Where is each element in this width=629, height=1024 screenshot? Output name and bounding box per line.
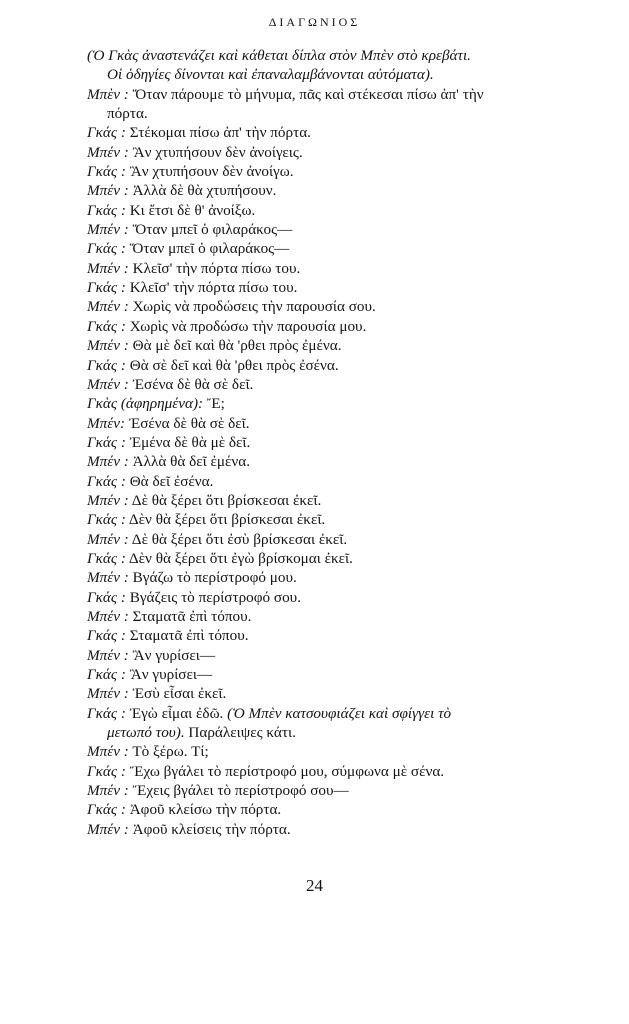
stage-direction: Οἱ ὁδηγίες δίνονται καὶ ἐπαναλαμβάνονται αὐτόματα). [107, 66, 434, 84]
line-text: Ἔχεις βγάλει τὸ περίστροφό σου— [128, 782, 349, 800]
line-text: Δὲ θὰ ξέρει ὅτι ἐσὺ βρίσκεσαι ἐκεῖ. [128, 530, 348, 548]
dialogue-line [87, 665, 617, 684]
line-text: Βγάζω τὸ περίστροφό μου. [128, 569, 297, 587]
dialogue-line [87, 220, 617, 239]
line-text: Ἂν γυρίσει— [125, 666, 213, 683]
line-text: Ἀλλὰ θὰ δεῖ ἐμένα. [128, 453, 251, 471]
speaker-name: Γκάς : [87, 317, 126, 335]
stage-direction: (Ὁ Μπὲν κατσουφιάζει καὶ σφίγγει τὸ [227, 704, 452, 722]
speaker-name: Γκάς : [87, 762, 126, 780]
dialogue-line [87, 626, 617, 645]
dialogue-line [87, 336, 617, 355]
dialogue-line [87, 278, 617, 297]
line-text: Χωρὶς νὰ προδώσω τὴν παρουσία μου. [125, 317, 367, 335]
dialogue-line [87, 239, 617, 258]
dialogue-line [87, 704, 617, 723]
dialogue-line [87, 491, 617, 510]
dialogue-line [87, 414, 617, 433]
speaker-name: Μπέν : [87, 782, 129, 800]
dialogue-line [87, 646, 617, 665]
dialogue-line [87, 297, 617, 316]
line-text: Θὰ μὲ δεῖ καὶ θὰ 'ρθει πρὸς ἐμένα. [128, 337, 342, 355]
speaker-name: Μπέν : [87, 453, 129, 471]
speaker-name: Μπέν : [87, 259, 129, 277]
speaker-name: Γκάς : [87, 801, 126, 819]
speaker-name: Μπέν : [87, 646, 129, 664]
speaker-name: Μπὲν : [87, 85, 129, 103]
speaker-name: Μπέν : [87, 182, 129, 200]
dialogue-line [87, 46, 617, 65]
speaker-name: Γκάς : [87, 666, 126, 683]
dialogue-line [87, 472, 617, 491]
speaker-name: Μπέν : [87, 530, 129, 548]
dialogue-line [87, 723, 617, 742]
speaker-name: Μπέν: [87, 414, 126, 432]
line-text: Κλεῖσ' τὴν πόρτα πίσω του. [128, 259, 301, 277]
dialogue-line [87, 762, 617, 781]
speaker-name: Γκάς : [87, 627, 126, 645]
line-text: Ὅταν μπεῖ ὁ φιλαράκος— [125, 240, 290, 258]
speaker-name: Μπέν : [87, 337, 129, 355]
speaker-name: Γκάς : [87, 549, 126, 567]
speaker-name: Μπέν : [87, 375, 129, 393]
line-text: Χωρὶς νὰ προδώσεις τὴν παρουσία σου. [128, 298, 376, 316]
line-text: Στέκομαι πίσω ἀπ' τὴν πόρτα. [125, 124, 311, 142]
dialogue-line [87, 65, 617, 84]
line-text: Κλεῖσ' τὴν πόρτα πίσω του. [125, 279, 298, 297]
running-header: ΔΙΑΓΩΝΙΟΣ [268, 15, 361, 29]
line-text: Δὲ θὰ ξέρει ὅτι βρίσκεσαι ἐκεῖ. [128, 491, 322, 509]
line-text: Ἐγὼ εἶμαι ἐδῶ. [125, 704, 228, 722]
dialogue-line [87, 433, 617, 452]
line-text: Ἐσένα δὲ θὰ σὲ δεῖ. [128, 375, 254, 393]
line-text: Ἂν χτυπήσουν δὲν ἀνοίγω. [125, 163, 294, 181]
line-text: Τὸ ξέρω. Τί; [128, 743, 209, 761]
dialogue-line [87, 85, 617, 104]
speaker-name: Μπέν : [87, 820, 129, 838]
speaker-name: Γκάς : [87, 240, 126, 258]
dialogue-line [87, 317, 617, 336]
dialogue-line [87, 143, 617, 162]
dialogue-line [87, 820, 617, 839]
speaker-name: Γκάς : [87, 124, 126, 142]
line-text: Ὅταν πάρουμε τὸ μήνυμα, πᾶς καὶ στέκεσαι πίσω ἀπ' τὴν [128, 85, 484, 103]
line-text: Ἂν γυρίσει— [128, 646, 216, 664]
line-text: Κι ἔτσι δὲ θ' ἀνοίξω. [125, 201, 256, 219]
speaker-name: Γκάς : [87, 279, 126, 297]
speaker-name: Γκάς : [87, 356, 126, 374]
speaker-name: Γκὰς (ἀφηρημένα): [87, 395, 204, 413]
dialogue-line [87, 181, 617, 200]
line-text: Ἐμένα δὲ θὰ μὲ δεῖ. [125, 433, 251, 451]
dialogue-line [87, 588, 617, 607]
speaker-name: Γκάς : [87, 201, 126, 219]
speaker-name: Μπέν : [87, 743, 129, 761]
line-text: Θὰ σὲ δεῖ καὶ θὰ 'ρθει πρὸς ἐσένα. [125, 356, 339, 374]
dialogue-line [87, 162, 617, 181]
stage-direction: (Ὁ Γκὰς ἀναστενάζει καὶ κάθεται δίπλα στὸν Μπὲν στὸ κρεβάτι. [87, 47, 471, 64]
line-text: Δὲν θὰ ξέρει ὅτι ἐγὼ βρίσκομαι ἐκεῖ. [125, 549, 353, 567]
line-text: Θὰ δεῖ ἐσένα. [125, 472, 214, 490]
speaker-name: Γκάς : [87, 704, 126, 722]
dialogue-line [87, 781, 617, 800]
line-text: Ἀλλὰ δὲ θὰ χτυπήσουν. [128, 182, 277, 200]
page-number: 24 [306, 876, 323, 895]
speaker-name: Γκάς : [87, 163, 126, 181]
dialogue-line [87, 684, 617, 703]
dialogue-line [87, 201, 617, 220]
line-text-continued: Παράλειψες κάτι. [184, 724, 296, 742]
line-text: Ὅταν μπεῖ ὁ φιλαράκος— [128, 221, 293, 239]
speaker-name: Γκάς : [87, 511, 126, 529]
line-text: πόρτα. [107, 105, 148, 123]
speaker-name: Μπέν : [87, 491, 129, 509]
dialogue-line [87, 259, 617, 278]
dialogue-line [87, 607, 617, 626]
speaker-name: Γκάς : [87, 588, 126, 606]
line-text: Ἐσὺ εἶσαι ἐκεῖ. [128, 685, 227, 703]
line-text: Ἀφοῦ κλείσω τὴν πόρτα. [125, 801, 282, 819]
line-text: Δὲν θὰ ξέρει ὅτι βρίσκεσαι ἐκεῖ. [125, 511, 326, 529]
dialogue-line [87, 530, 617, 549]
dialogue-line [87, 104, 617, 123]
dialogue-line [87, 568, 617, 587]
speaker-name: Μπέν : [87, 298, 129, 316]
line-text: Σταματᾶ ἐπὶ τόπου. [128, 607, 252, 625]
speaker-name: Γκάς : [87, 472, 126, 490]
stage-direction: μετωπό του). [107, 724, 185, 742]
dialogue-text [87, 46, 617, 839]
dialogue-line [87, 510, 617, 529]
speaker-name: Μπέν : [87, 221, 129, 239]
speaker-name: Μπέν : [87, 607, 129, 625]
dialogue-line [87, 356, 617, 375]
speaker-name: Μπέν : [87, 685, 129, 703]
dialogue-line [87, 394, 617, 413]
line-text: Βγάζεις τὸ περίστροφό σου. [125, 588, 302, 606]
dialogue-line [87, 742, 617, 761]
dialogue-line [87, 549, 617, 568]
line-text: Ἔ; [203, 395, 225, 413]
speaker-name: Μπέν : [87, 143, 129, 161]
dialogue-line [87, 375, 617, 394]
line-text: Ἔχω βγάλει τὸ περίστροφό μου, σύμφωνα μὲ σένα. [125, 762, 445, 780]
speaker-name: Μπέν : [87, 569, 129, 587]
dialogue-line [87, 800, 617, 819]
speaker-name: Γκάς : [87, 433, 126, 451]
dialogue-line [87, 123, 617, 142]
dialogue-line [87, 452, 617, 471]
line-text: Ἐσένα δὲ θὰ σὲ δεῖ. [125, 414, 250, 432]
line-text: Ἀφοῦ κλείσεις τὴν πόρτα. [128, 820, 291, 838]
line-text: Σταματᾶ ἐπὶ τόπου. [125, 627, 249, 645]
line-text: Ἂν χτυπήσουν δὲν ἀνοίγεις. [128, 143, 303, 161]
